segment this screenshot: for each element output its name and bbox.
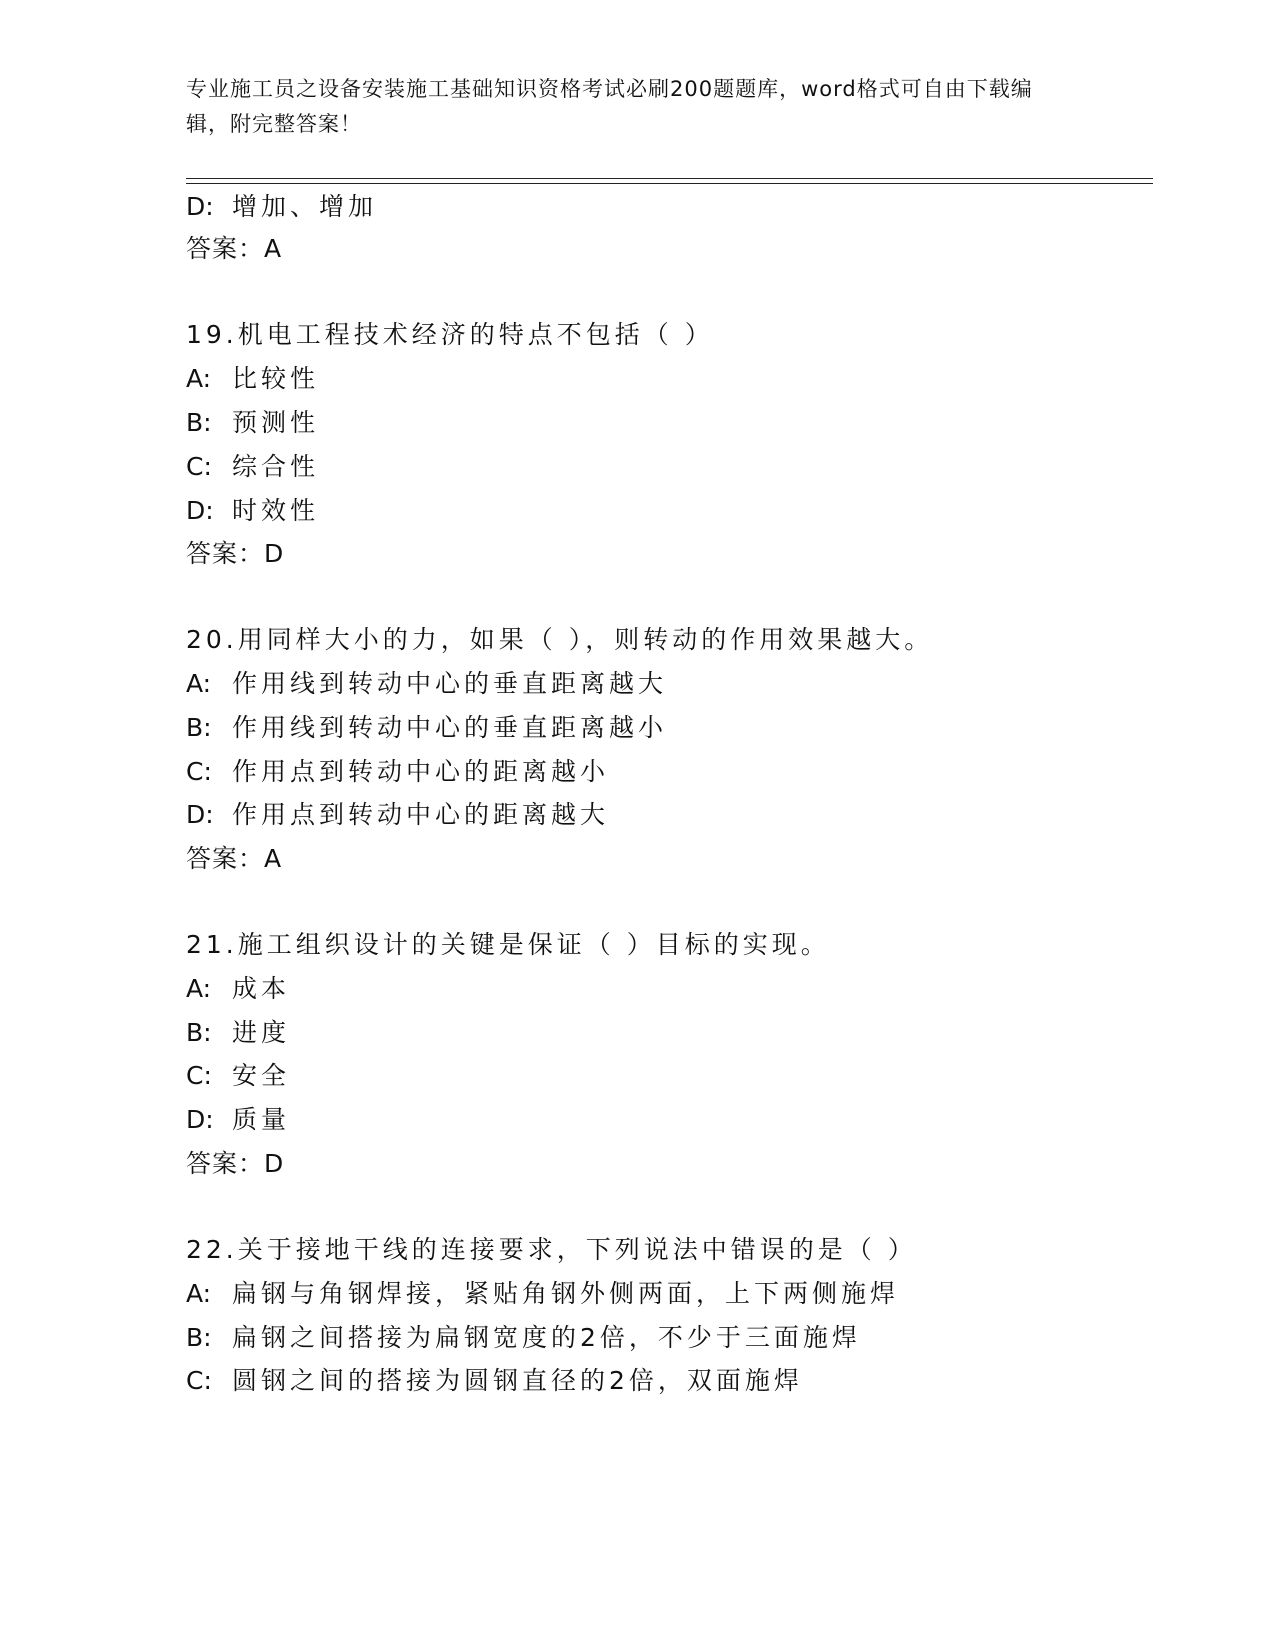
option-text: 时效性 [232, 496, 320, 525]
option-line [186, 798, 609, 832]
document-header-title: 专业施工员之设备安装施工基础知识资格考试必刷200题题库，word格式可自由下载编辑，附完整答案！ [186, 77, 1033, 136]
option-text: 成本 [232, 974, 291, 1003]
option-line [186, 494, 319, 528]
answer-line: 答案：D [186, 1149, 285, 1178]
option-line [186, 1321, 861, 1355]
option-label: D: [186, 496, 214, 525]
answer-line: 答案：A [186, 234, 283, 263]
option-line [186, 362, 319, 396]
option-line [186, 1016, 290, 1050]
option-label: B: [186, 713, 212, 742]
option-label: A: [186, 669, 212, 698]
option-text: 扁钢之间搭接为扁钢宽度的2倍，不少于三面施焊 [232, 1323, 861, 1352]
question-line: 19.机电工程技术经济的特点不包括（ ） [186, 320, 714, 349]
option-label: B: [186, 1323, 212, 1352]
header-divider-bottom [186, 183, 1153, 184]
option-line [186, 1277, 899, 1311]
option-text: 进度 [232, 1018, 291, 1047]
option-label: B: [186, 1018, 212, 1047]
option-label: C: [186, 757, 212, 786]
option-text: 作用点到转动中心的距离越大 [232, 800, 610, 829]
option-label: B: [186, 408, 212, 437]
question-line: 21.施工组织设计的关键是保证（ ）目标的实现。 [186, 930, 830, 959]
option-text: 作用线到转动中心的垂直距离越小 [232, 713, 668, 742]
option-label: A: [186, 364, 212, 393]
option-text: 预测性 [232, 408, 320, 437]
option-text: 增加、增加 [232, 192, 378, 221]
option-line [186, 1103, 290, 1137]
option-line [186, 1059, 290, 1093]
option-line [186, 450, 319, 484]
option-text: 安全 [232, 1061, 291, 1090]
question-line: 20.用同样大小的力，如果（ ），则转动的作用效果越大。 [186, 625, 934, 654]
option-text: 比较性 [232, 364, 320, 393]
option-label: C: [186, 452, 212, 481]
option-label: D: [186, 192, 214, 221]
option-line [186, 190, 377, 224]
question-line: 22.关于接地干线的连接要求，下列说法中错误的是（ ） [186, 1235, 917, 1264]
option-text: 扁钢与角钢焊接，紧贴角钢外侧两面，上下两侧施焊 [232, 1279, 900, 1308]
answer-line: 答案：D [186, 539, 285, 568]
option-label: C: [186, 1366, 212, 1395]
option-line [186, 667, 667, 701]
option-label: A: [186, 1279, 212, 1308]
option-text: 综合性 [232, 452, 320, 481]
option-line [186, 1364, 803, 1398]
option-line [186, 406, 319, 440]
option-label: C: [186, 1061, 212, 1090]
option-label: D: [186, 1105, 214, 1134]
option-text: 作用线到转动中心的垂直距离越大 [232, 669, 668, 698]
header-divider-top [186, 178, 1153, 179]
option-line [186, 972, 290, 1006]
option-text: 作用点到转动中心的距离越小 [232, 757, 610, 786]
option-text: 质量 [232, 1105, 291, 1134]
option-line [186, 755, 609, 789]
option-line [186, 711, 667, 745]
answer-line: 答案：A [186, 844, 283, 873]
option-text: 圆钢之间的搭接为圆钢直径的2倍，双面施焊 [232, 1366, 803, 1395]
option-label: A: [186, 974, 212, 1003]
option-label: D: [186, 800, 214, 829]
